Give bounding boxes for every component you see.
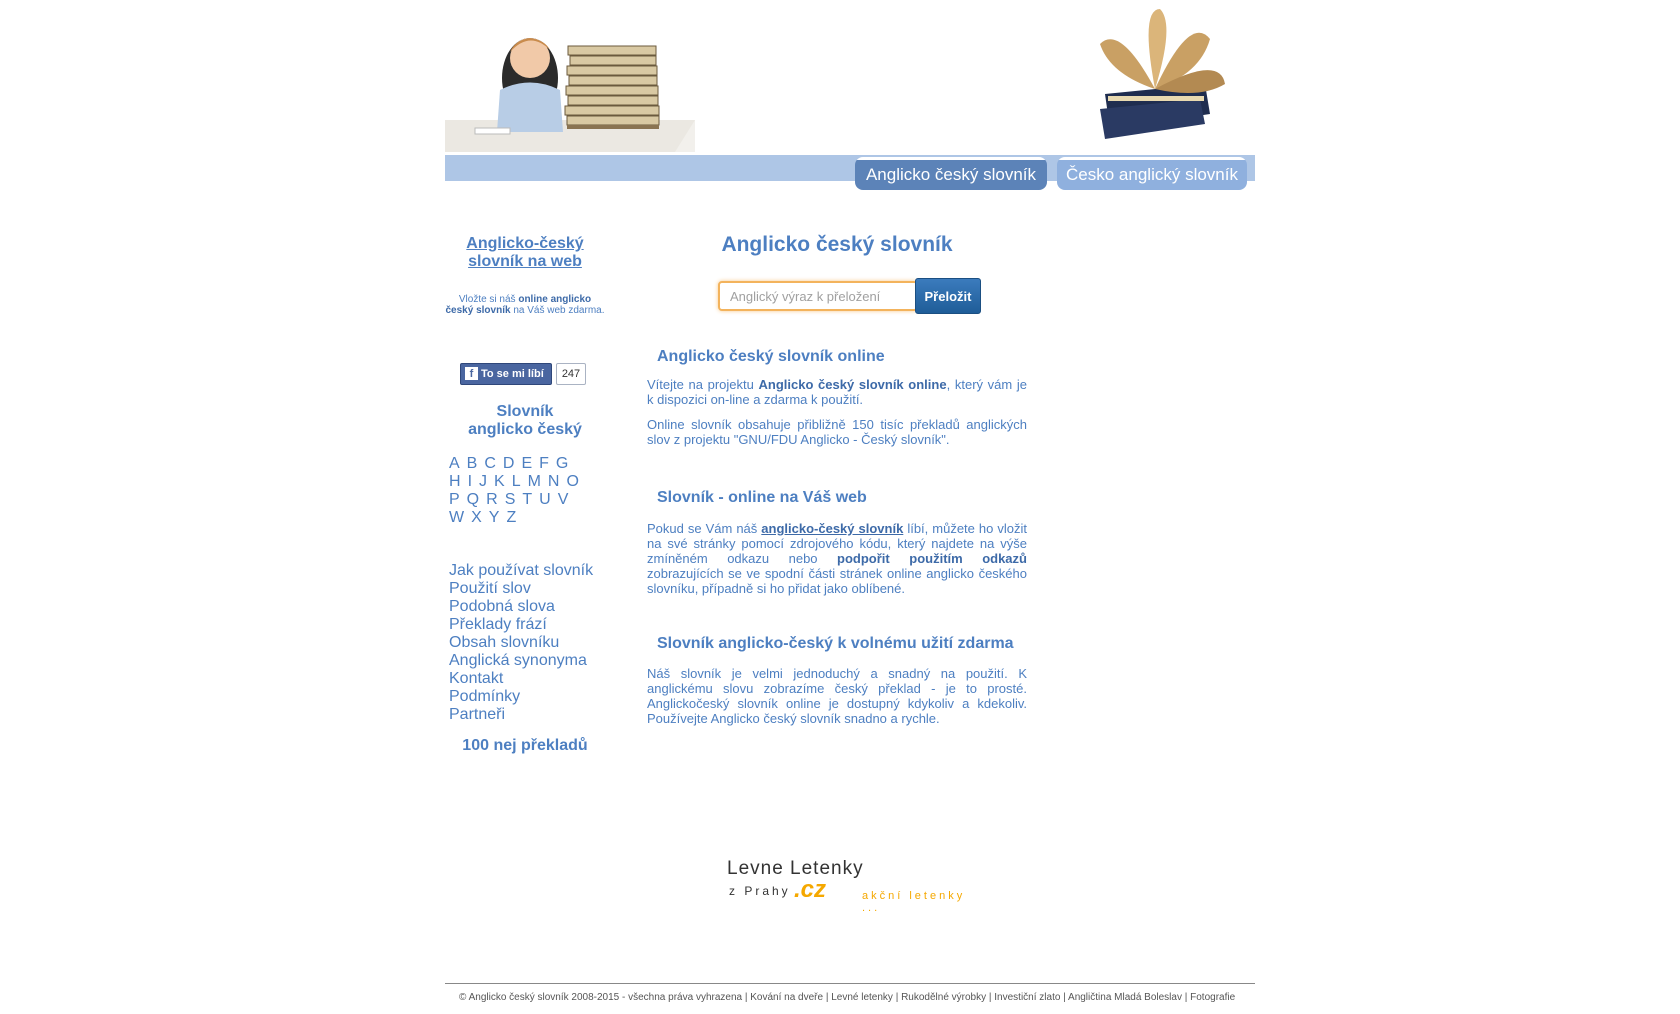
dictionary-heading	[445, 403, 605, 439]
dictionary-heading-line-1: Slovník	[496, 403, 554, 420]
widget-note-bold: online anglicko český slovník	[445, 294, 592, 316]
link-dictionary-contents[interactable]: Obsah slovníku	[449, 634, 560, 651]
letter-l[interactable]: L	[511, 473, 521, 490]
letter-v[interactable]: V	[557, 491, 569, 508]
letter-h[interactable]: H	[449, 473, 461, 490]
link-partners[interactable]: Partneři	[449, 706, 506, 723]
link-terms[interactable]: Podmínky	[449, 688, 521, 705]
facebook-like-count: 247	[556, 363, 586, 385]
section-online-paragraph-2: Online slovník obsahuje přibližně 150 tisíc překladů anglických slov z projektu "GNU/FDU Anglicko - Český slovník".	[647, 417, 1027, 447]
tab-czech-english[interactable]: Česko anglický slovník	[1057, 157, 1247, 190]
letter-f[interactable]: F	[539, 455, 549, 472]
letter-e[interactable]: E	[521, 455, 533, 472]
ad-tagline: akční letenky ...	[862, 890, 966, 914]
letter-g[interactable]: G	[555, 455, 569, 472]
sidebar	[445, 235, 605, 754]
section-heading-free: Slovník anglicko-český k volnému užití zdarma	[657, 635, 1014, 652]
widget-link[interactable]	[445, 235, 605, 271]
link-contact[interactable]: Kontakt	[449, 670, 504, 687]
widget-note-text-end: na Váš web zdarma.	[510, 305, 605, 316]
widget-link-line-2: slovník na web	[468, 253, 582, 270]
letter-d[interactable]: D	[502, 455, 515, 472]
ad-title: Levne Letenky	[727, 858, 864, 879]
para-bold: podpořit použitím odkazů	[837, 551, 1027, 566]
search-input[interactable]	[718, 281, 918, 311]
section-heading-online: Anglicko český slovník online	[657, 348, 885, 365]
facebook-like-label: To se mi líbí	[481, 368, 544, 380]
translate-button[interactable]: Přeložit	[915, 278, 981, 314]
facebook-like-button[interactable]	[460, 363, 552, 385]
letter-r[interactable]: R	[486, 491, 498, 508]
letter-j[interactable]: J	[479, 473, 488, 490]
link-phrase-translations[interactable]: Překlady frází	[449, 616, 547, 633]
letter-w[interactable]: W	[449, 509, 465, 526]
link-word-usage[interactable]: Použití slov	[449, 580, 531, 597]
para-text: Pokud se Vám náš	[647, 521, 762, 536]
embed-dictionary-link[interactable]: anglicko-český slovník	[761, 521, 904, 536]
letter-t[interactable]: T	[522, 491, 533, 508]
page-wrapper	[445, 0, 1255, 1014]
dictionary-heading-line-2: anglicko český	[468, 421, 582, 438]
para-text-end: , který vám je k dispozici on-line a zdarma k použití.	[647, 377, 1028, 407]
top-100-link[interactable]: 100 nej překladů	[462, 737, 588, 754]
cheap-flights-ad[interactable]	[727, 858, 987, 914]
letter-c[interactable]: C	[484, 455, 496, 472]
widget-note-text: Vložte si náš	[458, 294, 519, 305]
letter-i[interactable]: I	[467, 473, 473, 490]
footer: © Anglicko český slovník 2008-2015 - všechna práva vyhrazena | Kování na dveře | Levné letenky | Rukodělné výrobky | Investiční zlato | Angličtina Mladá Boleslav | Fotografie	[459, 992, 1236, 1003]
letter-x[interactable]: X	[471, 509, 482, 526]
letter-y[interactable]: Y	[488, 509, 500, 526]
link-how-to-use[interactable]: Jak používat slovník	[449, 562, 594, 579]
tab-english-czech[interactable]: Anglicko český slovník	[855, 157, 1047, 190]
section-web-paragraph	[647, 521, 1027, 596]
alphabet-index	[449, 455, 604, 527]
widget-note	[445, 294, 605, 316]
sidebar-links	[449, 562, 619, 724]
letter-k[interactable]: K	[494, 473, 505, 490]
letter-q[interactable]: Q	[466, 491, 480, 508]
letter-a[interactable]: A	[449, 455, 460, 472]
para-text: Vítejte na projektu	[647, 377, 759, 392]
para-text-mid: líbí, můžete ho vložit na své stránky pomocí zdrojového kódu, který najdete na výše zmíněném odkazu nebo	[647, 521, 1027, 566]
section-heading-web: Slovník - online na Váš web	[657, 489, 867, 506]
page-title: Anglicko český slovník	[721, 233, 953, 256]
ad-domain: .cz	[794, 876, 827, 903]
letter-s[interactable]: S	[504, 491, 516, 508]
section-free-paragraph: Náš slovník je velmi jednoduchý a snadný na použití. K anglickému slovu zobrazíme český překlad - je to prosté. Anglickočeský slovník online je dostupný kdykoliv a kdekoliv. Používejte Anglicko český slovník snadno a rychle.	[647, 666, 1027, 726]
para-bold: Anglicko český slovník online	[758, 377, 947, 392]
facebook-icon: f	[465, 367, 478, 380]
boy-with-books-image	[445, 20, 695, 152]
footer-divider	[445, 983, 1255, 984]
letter-z[interactable]: Z	[506, 509, 517, 526]
para-text-end: zobrazujících se ve spodní části stránek online anglicko českého slovníku, případně si ho přidat jako oblíbené.	[647, 566, 1027, 596]
letter-u[interactable]: U	[539, 491, 551, 508]
widget-link-line-1: Anglicko-český	[466, 235, 584, 252]
section-online-paragraph-1	[647, 377, 1027, 407]
letter-m[interactable]: M	[527, 473, 541, 490]
open-books-image	[1080, 4, 1230, 144]
header-banner	[445, 0, 1255, 152]
link-synonyms[interactable]: Anglická synonyma	[449, 652, 587, 669]
letter-p[interactable]: P	[449, 491, 460, 508]
letter-n[interactable]: N	[547, 473, 560, 490]
link-similar-words[interactable]: Podobná slova	[449, 598, 555, 615]
ad-subtitle: z Prahy	[729, 884, 791, 898]
letter-o[interactable]: O	[566, 473, 579, 490]
letter-b[interactable]: B	[466, 455, 478, 472]
